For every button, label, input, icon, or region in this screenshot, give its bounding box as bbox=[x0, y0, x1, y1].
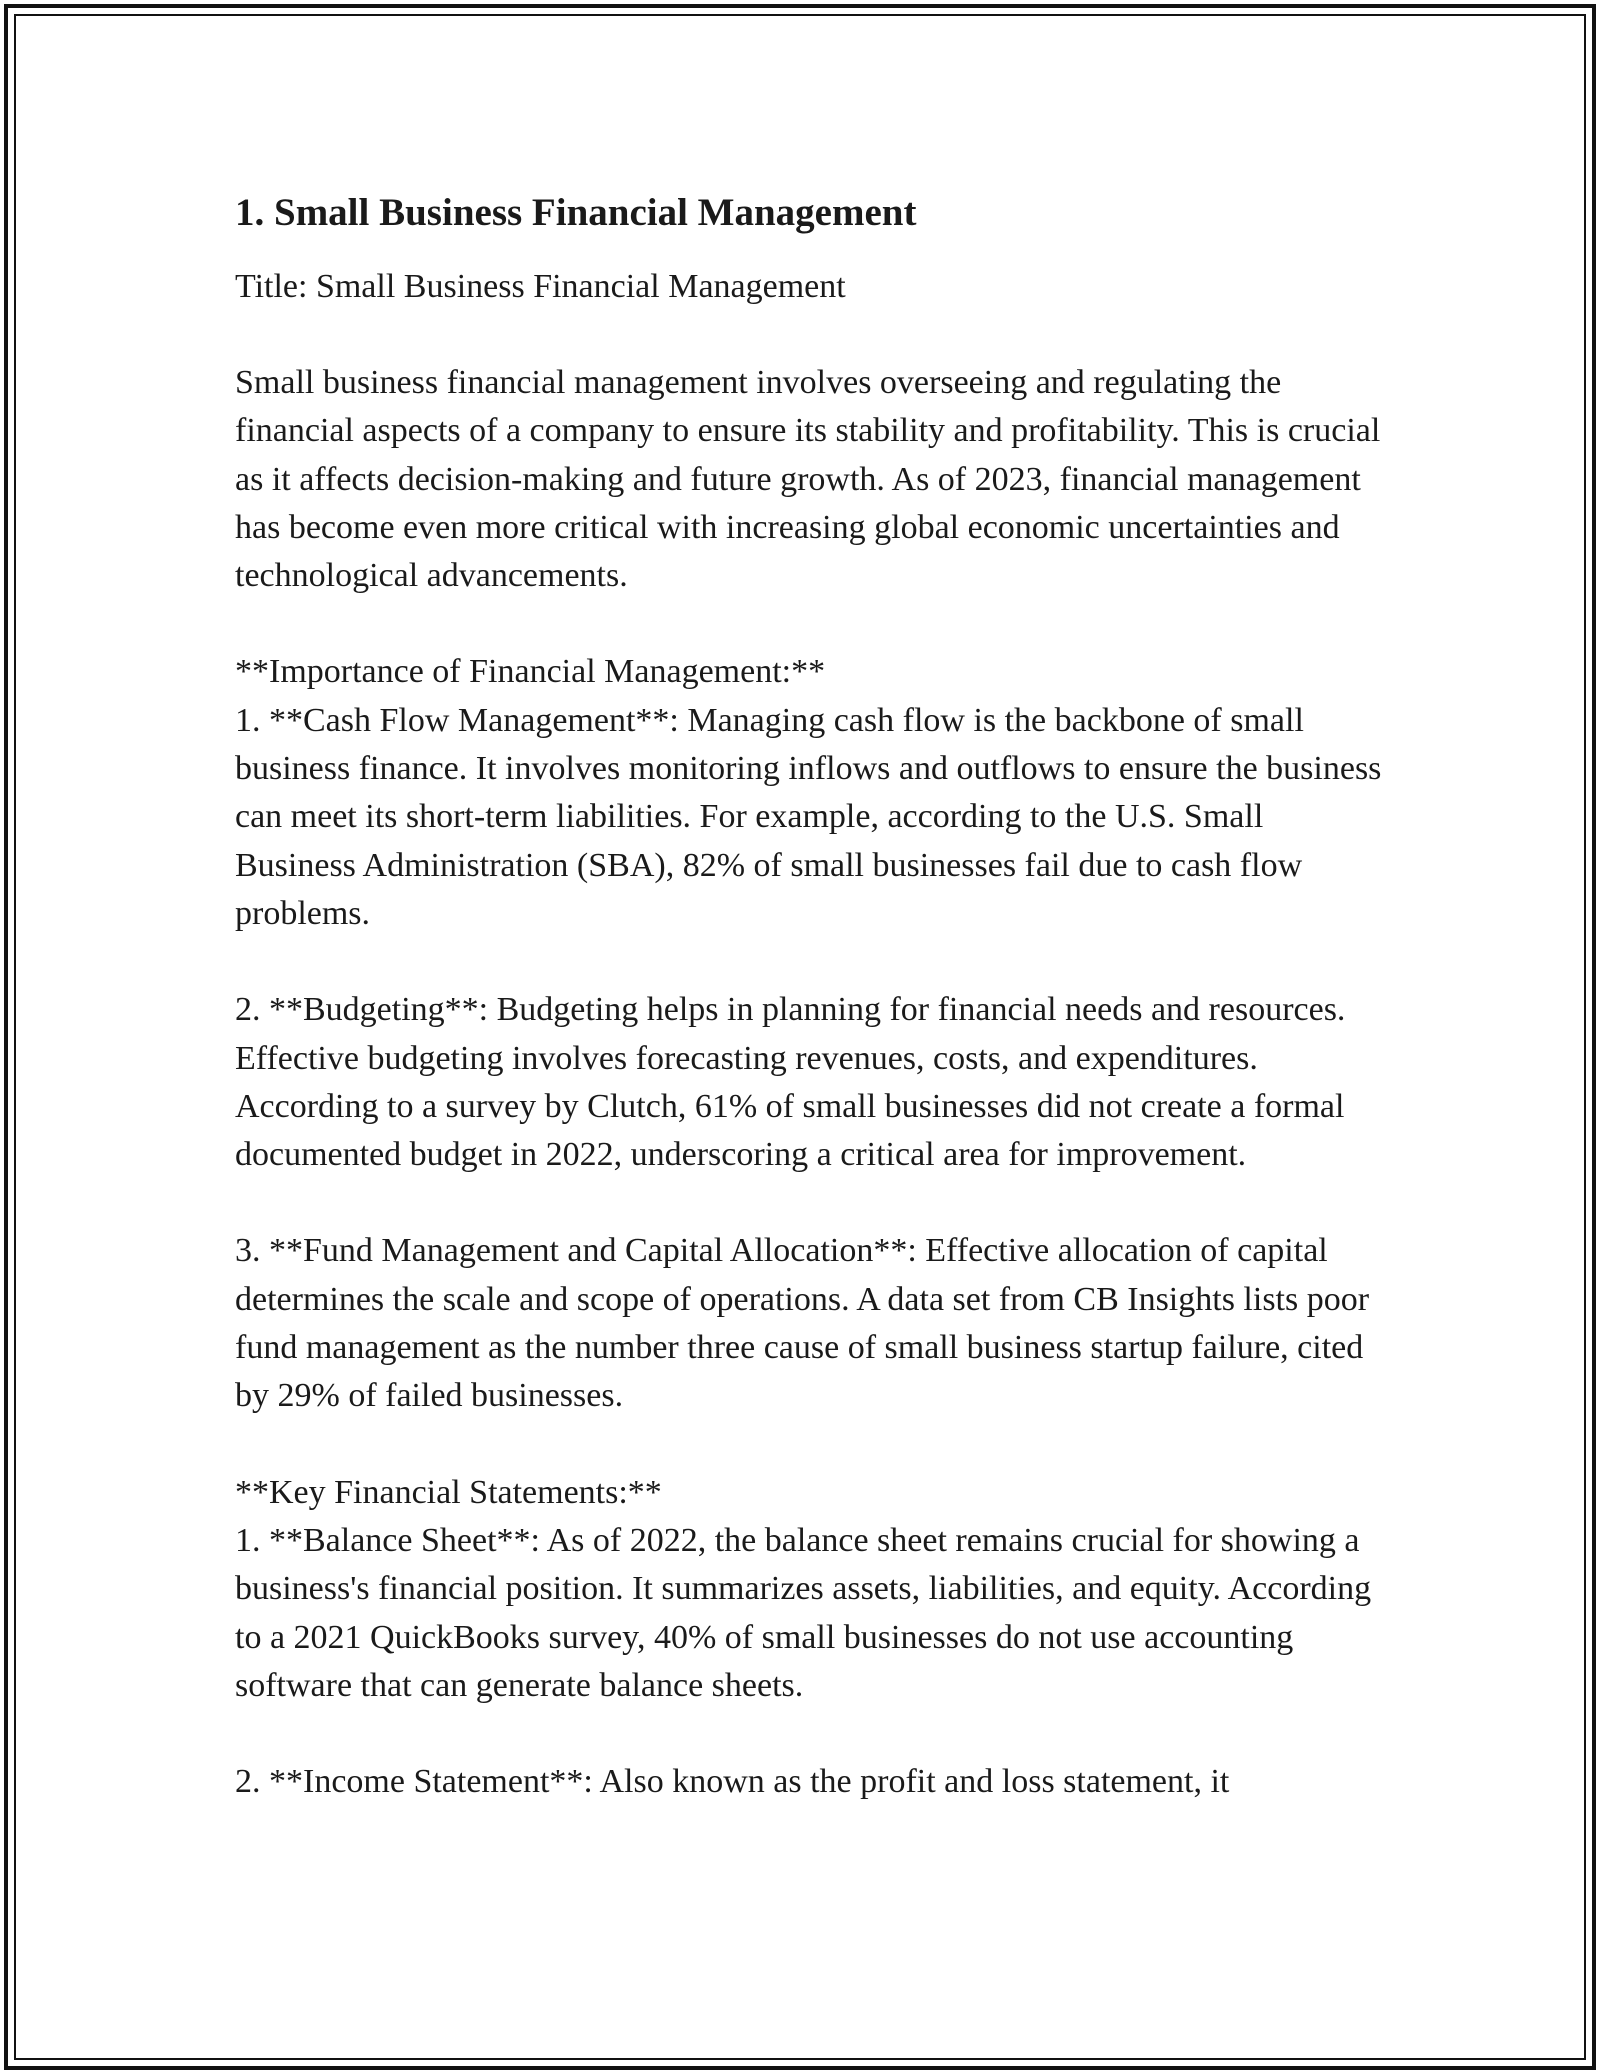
importance-section bbox=[235, 648, 1385, 938]
importance-item-fund-management: 3. **Fund Management and Capital Allocation**: Effective allocation of capital determines the scale and scope of operations. A data set from CB Insights lists poor fund management as the number three cause of small business startup failure, cited by 29% of failed businesses. bbox=[235, 1232, 1370, 1415]
document-body bbox=[235, 186, 1385, 1806]
statements-section bbox=[235, 1469, 1385, 1710]
intro-paragraph: Small business financial management involves overseeing and regulating the financial aspects of a company to ensure its stability and profitability. This is crucial as it affects decision-making and future growth. As of 2023, financial management has become even more critical with increasing global economic uncertainties and technological advancements. bbox=[235, 364, 1381, 595]
importance-item-budgeting: 2. **Budgeting**: Budgeting helps in planning for financial needs and resources. Effective budgeting involves forecasting revenues, costs, and expenditures. According to a survey by Clutch, 61% of small businesses did not create a formal documented budget in 2022, underscoring a critical area for improvement. bbox=[235, 991, 1346, 1174]
document-title-line: Title: Small Business Financial Management bbox=[235, 268, 846, 305]
statements-item-income-statement: 2. **Income Statement**: Also known as the profit and loss statement, it bbox=[235, 1763, 1230, 1801]
document-heading: 1. Small Business Financial Management bbox=[235, 191, 917, 234]
statements-item-balance-sheet: 1. **Balance Sheet**: As of 2022, the balance sheet remains crucial for showing a business's financial position. It summarizes assets, liabilities, and equity. According to a 2021 QuickBooks survey, 40% of small businesses do not use accounting software that can generate balance sheets. bbox=[235, 1521, 1372, 1704]
importance-heading: **Importance of Financial Management:** bbox=[235, 653, 826, 691]
statements-heading: **Key Financial Statements:** bbox=[235, 1473, 662, 1511]
importance-item-cash-flow: 1. **Cash Flow Management**: Managing cash flow is the backbone of small business finance. It involves monitoring inflows and outflows to ensure the business can meet its short-term liabilities. For example, according to the U.S. Small Business Administration (SBA), 82% of small businesses fail due to cash flow problems. bbox=[235, 701, 1382, 932]
